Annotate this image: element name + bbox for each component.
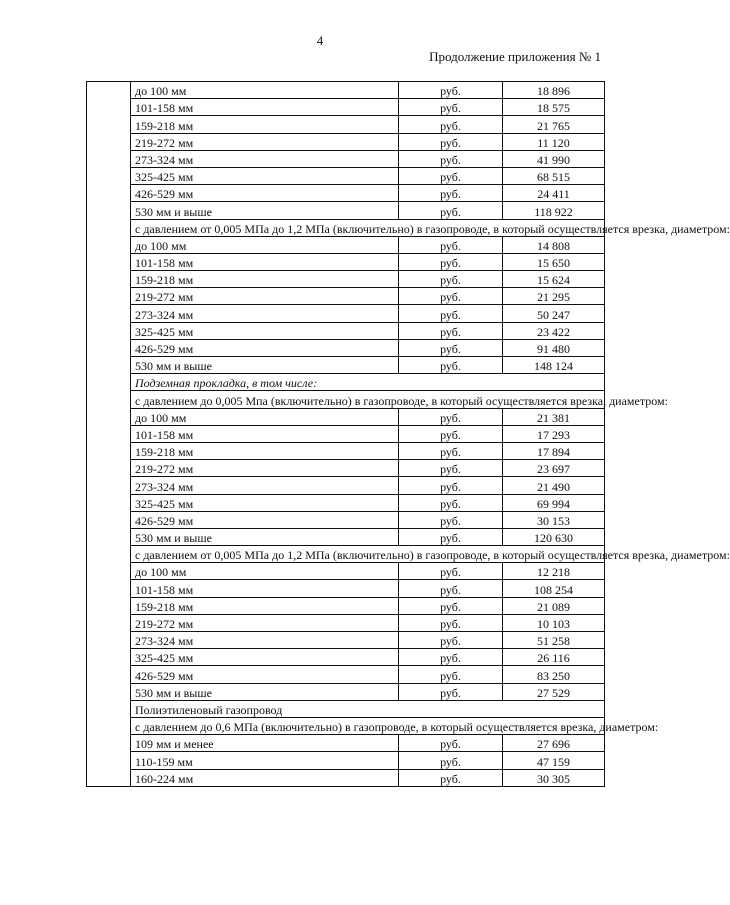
price-cell: 30 153 <box>503 511 605 528</box>
table-row <box>87 769 605 786</box>
item-name-cell: 325-425 мм <box>131 322 399 339</box>
item-name-cell: 159-218 мм <box>131 597 399 614</box>
table-row <box>87 580 605 597</box>
item-name-cell: 219-272 мм <box>131 460 399 477</box>
price-cell: 18 896 <box>503 82 605 99</box>
table-row <box>87 357 605 374</box>
table-row <box>87 202 605 219</box>
table-row <box>87 133 605 150</box>
unit-cell: руб. <box>399 99 503 116</box>
price-cell: 120 630 <box>503 528 605 545</box>
price-cell: 69 994 <box>503 494 605 511</box>
table-row <box>87 185 605 202</box>
item-name-cell: 426-529 мм <box>131 511 399 528</box>
table-row <box>87 305 605 322</box>
item-name-cell: до 100 мм <box>131 408 399 425</box>
unit-cell: руб. <box>399 769 503 786</box>
unit-cell: руб. <box>399 271 503 288</box>
unit-cell: руб. <box>399 425 503 442</box>
price-cell: 148 124 <box>503 357 605 374</box>
unit-cell: руб. <box>399 305 503 322</box>
unit-cell: руб. <box>399 150 503 167</box>
unit-cell: руб. <box>399 563 503 580</box>
item-name-cell: 219-272 мм <box>131 614 399 631</box>
price-cell: 23 422 <box>503 322 605 339</box>
price-cell: 91 480 <box>503 339 605 356</box>
unit-cell: руб. <box>399 202 503 219</box>
price-cell: 24 411 <box>503 185 605 202</box>
item-name-cell: 101-158 мм <box>131 425 399 442</box>
unit-cell: руб. <box>399 511 503 528</box>
unit-cell: руб. <box>399 477 503 494</box>
table-row <box>87 167 605 184</box>
section-header-cell: с давлением до 0,6 МПа (включительно) в газопроводе, в который осуществляется врезка, диаметром: <box>131 717 605 734</box>
table-row <box>87 511 605 528</box>
table-row <box>87 150 605 167</box>
unit-cell: руб. <box>399 116 503 133</box>
item-name-cell: 426-529 мм <box>131 339 399 356</box>
table-row <box>87 408 605 425</box>
section-header-cell: с давлением от 0,005 МПа до 1,2 МПа (включительно) в газопроводе, в который осуществляется врезка, диаметром: <box>131 219 605 236</box>
price-cell: 41 990 <box>503 150 605 167</box>
item-name-cell: 101-158 мм <box>131 253 399 270</box>
price-cell: 27 696 <box>503 735 605 752</box>
unit-cell: руб. <box>399 408 503 425</box>
item-name-cell: 101-158 мм <box>131 99 399 116</box>
price-cell: 83 250 <box>503 666 605 683</box>
table-row <box>87 614 605 631</box>
item-name-cell: 273-324 мм <box>131 477 399 494</box>
unit-cell: руб. <box>399 683 503 700</box>
table-row <box>87 477 605 494</box>
price-cell: 15 650 <box>503 253 605 270</box>
price-cell: 21 295 <box>503 288 605 305</box>
item-name-cell: 109 мм и менее <box>131 735 399 752</box>
unit-cell: руб. <box>399 236 503 253</box>
price-cell: 47 159 <box>503 752 605 769</box>
price-cell: 118 922 <box>503 202 605 219</box>
item-name-cell: 160-224 мм <box>131 769 399 786</box>
table-row <box>87 116 605 133</box>
price-cell: 14 808 <box>503 236 605 253</box>
price-cell: 11 120 <box>503 133 605 150</box>
unit-cell: руб. <box>399 494 503 511</box>
unit-cell: руб. <box>399 253 503 270</box>
item-name-cell: 530 мм и выше <box>131 528 399 545</box>
unit-cell: руб. <box>399 752 503 769</box>
price-cell: 50 247 <box>503 305 605 322</box>
table-row <box>87 597 605 614</box>
unit-cell: руб. <box>399 735 503 752</box>
item-name-cell: 325-425 мм <box>131 494 399 511</box>
unit-cell: руб. <box>399 666 503 683</box>
unit-cell: руб. <box>399 580 503 597</box>
price-cell: 21 381 <box>503 408 605 425</box>
item-name-cell: 530 мм и выше <box>131 683 399 700</box>
price-cell: 21 089 <box>503 597 605 614</box>
item-name-cell: 325-425 мм <box>131 167 399 184</box>
unit-cell: руб. <box>399 322 503 339</box>
table-row <box>87 288 605 305</box>
price-cell: 10 103 <box>503 614 605 631</box>
unit-cell: руб. <box>399 357 503 374</box>
price-cell: 108 254 <box>503 580 605 597</box>
unit-cell: руб. <box>399 167 503 184</box>
table-row <box>87 683 605 700</box>
table-row <box>87 752 605 769</box>
price-cell: 26 116 <box>503 649 605 666</box>
price-cell: 21 490 <box>503 477 605 494</box>
table-row <box>87 271 605 288</box>
table-row <box>87 649 605 666</box>
section-header-cell: с давлением до 0,005 Мпа (включительно) в газопроводе, в который осуществляется врезка, диаметром: <box>131 391 605 408</box>
section-header-row <box>87 374 605 391</box>
section-header-row <box>87 700 605 717</box>
item-name-cell: 325-425 мм <box>131 649 399 666</box>
item-name-cell: 159-218 мм <box>131 116 399 133</box>
table-row <box>87 425 605 442</box>
item-name-cell: до 100 мм <box>131 236 399 253</box>
item-name-cell: 426-529 мм <box>131 666 399 683</box>
item-name-cell: 530 мм и выше <box>131 357 399 374</box>
section-header-cell: Полиэтиленовый газопровод <box>131 700 605 717</box>
unit-cell: руб. <box>399 614 503 631</box>
table-row <box>87 253 605 270</box>
price-cell: 51 258 <box>503 632 605 649</box>
item-name-cell: 530 мм и выше <box>131 202 399 219</box>
unit-cell: руб. <box>399 82 503 99</box>
section-header-row <box>87 717 605 734</box>
continuation-label: Продолжение приложения № 1 <box>429 49 601 64</box>
price-cell: 17 894 <box>503 442 605 459</box>
item-name-cell: 101-158 мм <box>131 580 399 597</box>
item-name-cell: 159-218 мм <box>131 442 399 459</box>
page-number: 4 <box>316 33 324 48</box>
unit-cell: руб. <box>399 339 503 356</box>
row-number-gutter <box>87 82 131 787</box>
section-header-row <box>87 546 605 563</box>
table-row <box>87 99 605 116</box>
table-row <box>87 339 605 356</box>
item-name-cell: 219-272 мм <box>131 133 399 150</box>
section-header-cell: с давлением от 0,005 МПа до 1,2 МПа (включительно) в газопроводе, в который осуществляется врезка, диаметром: <box>131 546 605 563</box>
price-cell: 27 529 <box>503 683 605 700</box>
unit-cell: руб. <box>399 460 503 477</box>
price-cell: 18 575 <box>503 99 605 116</box>
tariff-table-body <box>87 82 730 787</box>
unit-cell: руб. <box>399 133 503 150</box>
table-row <box>87 494 605 511</box>
item-name-cell: 159-218 мм <box>131 271 399 288</box>
price-cell: 17 293 <box>503 425 605 442</box>
item-name-cell: 273-324 мм <box>131 632 399 649</box>
tariff-table <box>86 81 730 787</box>
price-cell: 30 305 <box>503 769 605 786</box>
section-header-row <box>87 219 605 236</box>
unit-cell: руб. <box>399 442 503 459</box>
table-row <box>87 82 605 99</box>
unit-cell: руб. <box>399 528 503 545</box>
unit-cell: руб. <box>399 632 503 649</box>
unit-cell: руб. <box>399 185 503 202</box>
price-cell: 68 515 <box>503 167 605 184</box>
item-name-cell: 219-272 мм <box>131 288 399 305</box>
table-row <box>87 460 605 477</box>
section-header-cell: Подземная прокладка, в том числе: <box>131 374 605 391</box>
table-row <box>87 322 605 339</box>
unit-cell: руб. <box>399 597 503 614</box>
item-name-cell: до 100 мм <box>131 563 399 580</box>
item-name-cell: до 100 мм <box>131 82 399 99</box>
item-name-cell: 273-324 мм <box>131 150 399 167</box>
price-cell: 23 697 <box>503 460 605 477</box>
price-cell: 21 765 <box>503 116 605 133</box>
table-row <box>87 236 605 253</box>
item-name-cell: 273-324 мм <box>131 305 399 322</box>
item-name-cell: 110-159 мм <box>131 752 399 769</box>
price-cell: 12 218 <box>503 563 605 580</box>
item-name-cell: 426-529 мм <box>131 185 399 202</box>
table-row <box>87 735 605 752</box>
section-header-row <box>87 391 605 408</box>
unit-cell: руб. <box>399 649 503 666</box>
price-cell: 15 624 <box>503 271 605 288</box>
unit-cell: руб. <box>399 288 503 305</box>
table-row <box>87 563 605 580</box>
table-row <box>87 632 605 649</box>
table-row <box>87 528 605 545</box>
table-row <box>87 442 605 459</box>
table-row <box>87 666 605 683</box>
